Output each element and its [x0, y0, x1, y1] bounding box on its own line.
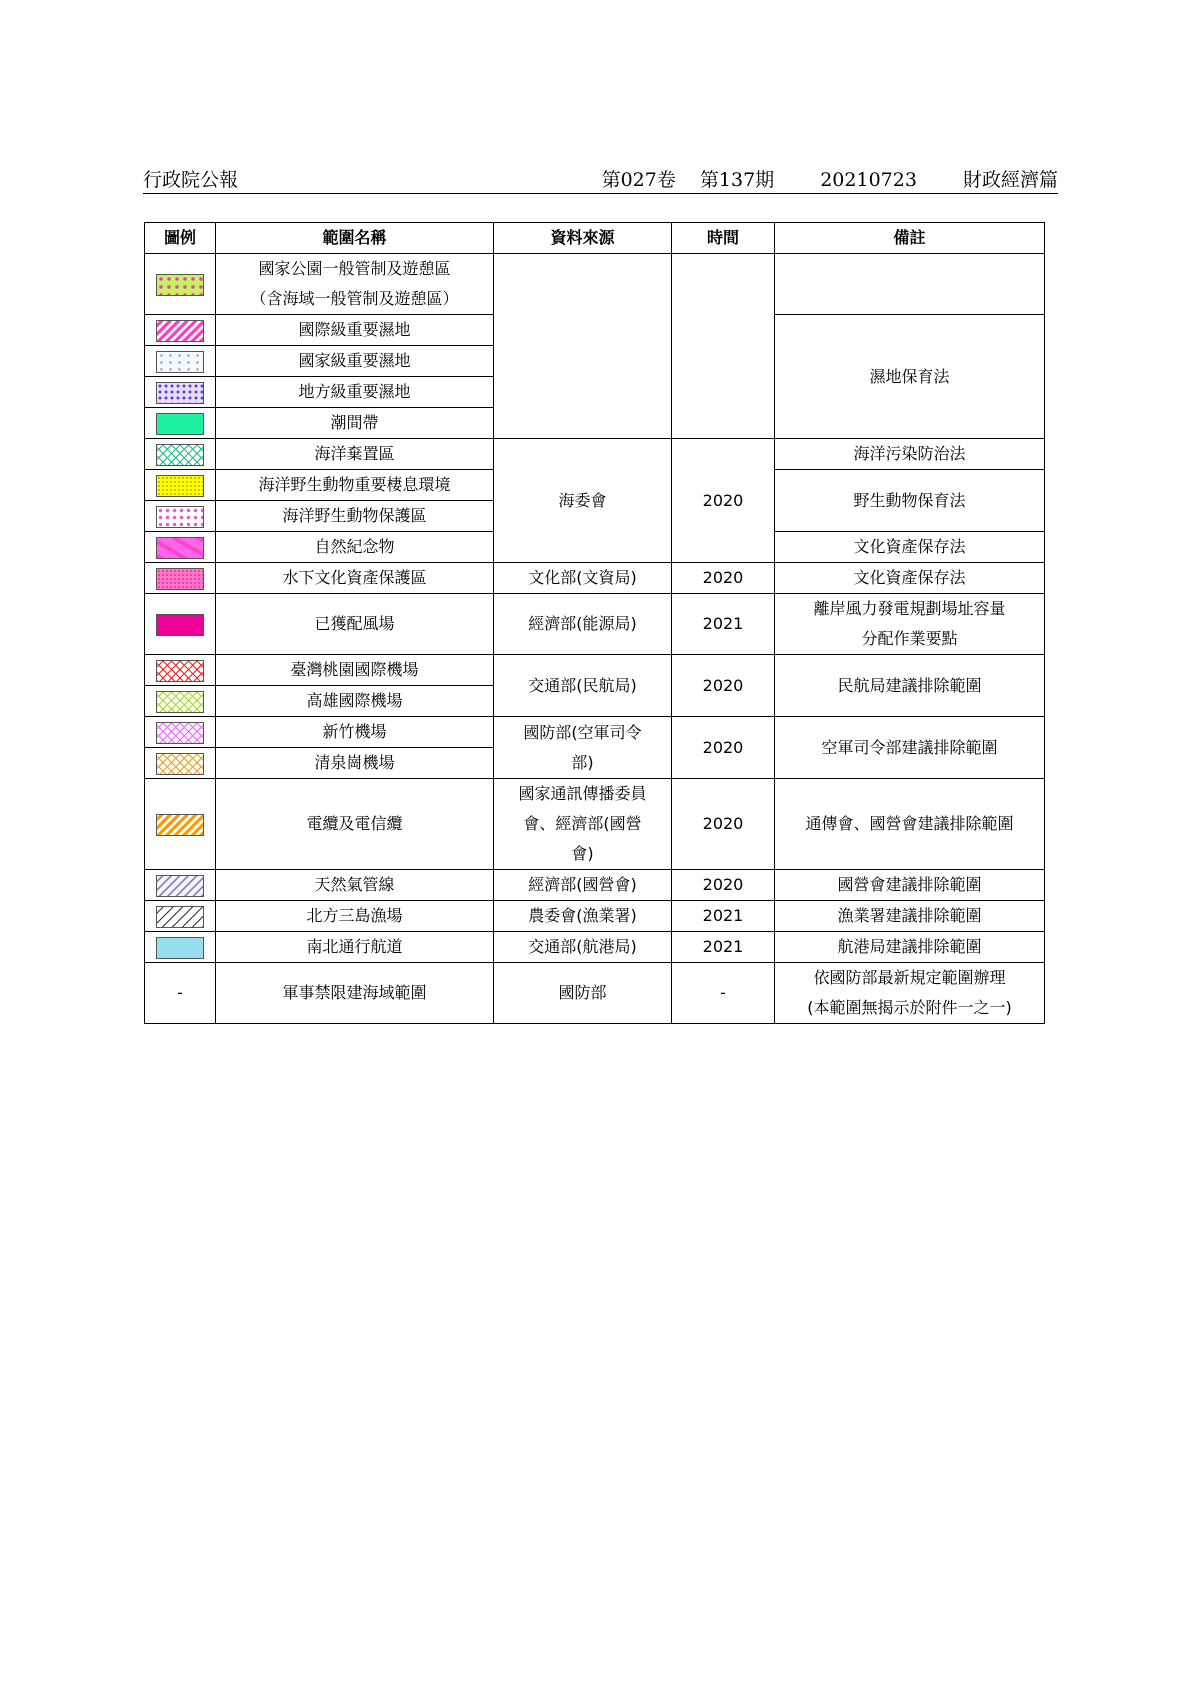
col-legend: 圖例	[145, 223, 216, 254]
gas-pipeline-swatch	[156, 875, 204, 897]
table-row	[145, 779, 1045, 870]
year-cell: 2020	[672, 439, 775, 563]
source-cell: 經濟部(國營會)	[494, 870, 672, 901]
page-header	[143, 163, 1058, 194]
name-cell: 自然紀念物	[216, 532, 494, 563]
source-cell: 農委會(漁業署)	[494, 901, 672, 932]
name-cell: 新竹機場	[216, 717, 494, 748]
name-cell: 水下文化資產保護區	[216, 563, 494, 594]
col-source: 資料來源	[494, 223, 672, 254]
year-cell: -	[672, 963, 775, 1024]
name-cell: 海洋棄置區	[216, 439, 494, 470]
note-cell: 野生動物保育法	[775, 470, 1045, 532]
year-cell: 2020	[672, 870, 775, 901]
shipping-route-swatch	[156, 937, 204, 959]
table-row	[145, 563, 1045, 594]
fishery-swatch	[156, 906, 204, 928]
ocean-dumping-swatch	[156, 444, 204, 466]
legend-cell-dash: -	[145, 963, 216, 1024]
note-cell: 海洋污染防治法	[775, 439, 1045, 470]
table-row	[145, 870, 1045, 901]
marine-habitat-swatch	[156, 475, 204, 497]
note-cell: 漁業署建議排除範圍	[775, 901, 1045, 932]
note-cell: 依國防部最新規定範圍辦理 (本範圍無揭示於附件一之一)	[775, 963, 1045, 1024]
national-wetland-swatch	[156, 351, 204, 373]
source-cell: 國家通訊傳播委員 會、經濟部(國營 會)	[494, 779, 672, 870]
table-row	[145, 963, 1045, 1024]
taoyuan-airport-swatch	[156, 660, 204, 682]
note-cell: 空軍司令部建議排除範圍	[775, 717, 1045, 779]
note-cell: 通傳會、國營會建議排除範圍	[775, 779, 1045, 870]
natural-monument-swatch	[156, 537, 204, 559]
year-cell: 2020	[672, 717, 775, 779]
table-row	[145, 594, 1045, 655]
issue-number: 第137期	[699, 169, 775, 191]
note-cell: 文化資產保存法	[775, 563, 1045, 594]
source-cell: 文化部(文資局)	[494, 563, 672, 594]
kaohsiung-airport-swatch	[156, 691, 204, 713]
table-row	[145, 932, 1045, 963]
name-cell: 地方級重要濕地	[216, 377, 494, 408]
name-cell: 南北通行航道	[216, 932, 494, 963]
year-cell: 2020	[672, 779, 775, 870]
section-name: 財政經濟篇	[962, 169, 1058, 191]
underwater-heritage-swatch	[156, 568, 204, 590]
year-cell-empty	[672, 254, 775, 439]
source-cell-empty	[494, 254, 672, 439]
name-cell: 海洋野生動物重要棲息環境	[216, 470, 494, 501]
note-cell: 國營會建議排除範圍	[775, 870, 1045, 901]
note-cell: 離岸風力發電規劃場址容量 分配作業要點	[775, 594, 1045, 655]
note-cell: 文化資產保存法	[775, 532, 1045, 563]
year-cell: 2021	[672, 932, 775, 963]
name-cell: 高雄國際機場	[216, 686, 494, 717]
source-cell: 海委會	[494, 439, 672, 563]
publication-title: 行政院公報	[143, 169, 239, 191]
issue-info	[584, 165, 1058, 192]
local-wetland-swatch	[156, 382, 204, 404]
chingchuankang-airport-swatch	[156, 753, 204, 775]
year-cell: 2020	[672, 655, 775, 717]
name-cell: 軍事禁限建海域範圍	[216, 963, 494, 1024]
source-cell: 國防部	[494, 963, 672, 1024]
intl-wetland-swatch	[156, 320, 204, 342]
year-cell: 2020	[672, 563, 775, 594]
cable-swatch	[156, 814, 204, 836]
table-row	[145, 655, 1045, 686]
national-park-swatch	[156, 274, 204, 296]
volume-number: 第027卷	[601, 169, 676, 191]
note-cell: 民航局建議排除範圍	[775, 655, 1045, 717]
name-cell: 國家公園一般管制及遊憩區 （含海域一般管制及遊憩區）	[216, 254, 494, 315]
name-cell: 潮間帶	[216, 408, 494, 439]
year-cell: 2021	[672, 901, 775, 932]
name-cell: 已獲配風場	[216, 594, 494, 655]
name-cell: 臺灣桃園國際機場	[216, 655, 494, 686]
name-cell: 國家級重要濕地	[216, 346, 494, 377]
intertidal-swatch	[156, 413, 204, 435]
issue-date: 20210723	[820, 169, 917, 191]
source-cell: 交通部(航港局)	[494, 932, 672, 963]
name-cell: 電纜及電信纜	[216, 779, 494, 870]
name-cell: 天然氣管線	[216, 870, 494, 901]
wildlife-reserve-swatch	[156, 506, 204, 528]
legend-table	[144, 222, 1045, 1024]
col-year: 時間	[672, 223, 775, 254]
table-header-row	[145, 223, 1045, 254]
name-cell: 國際級重要濕地	[216, 315, 494, 346]
name-cell: 清泉崗機場	[216, 748, 494, 779]
source-cell: 國防部(空軍司令 部)	[494, 717, 672, 779]
name-cell: 海洋野生動物保護區	[216, 501, 494, 532]
source-cell: 交通部(民航局)	[494, 655, 672, 717]
hsinchu-airport-swatch	[156, 722, 204, 744]
note-cell: 航港局建議排除範圍	[775, 932, 1045, 963]
name-cell: 北方三島漁場	[216, 901, 494, 932]
wind-farm-swatch	[156, 614, 204, 636]
table-row	[145, 901, 1045, 932]
col-name: 範圍名稱	[216, 223, 494, 254]
table-row	[145, 717, 1045, 748]
note-cell-empty	[775, 254, 1045, 315]
table-row	[145, 439, 1045, 470]
year-cell: 2021	[672, 594, 775, 655]
note-cell: 濕地保育法	[775, 315, 1045, 439]
source-cell: 經濟部(能源局)	[494, 594, 672, 655]
col-note: 備註	[775, 223, 1045, 254]
table-row	[145, 254, 1045, 315]
